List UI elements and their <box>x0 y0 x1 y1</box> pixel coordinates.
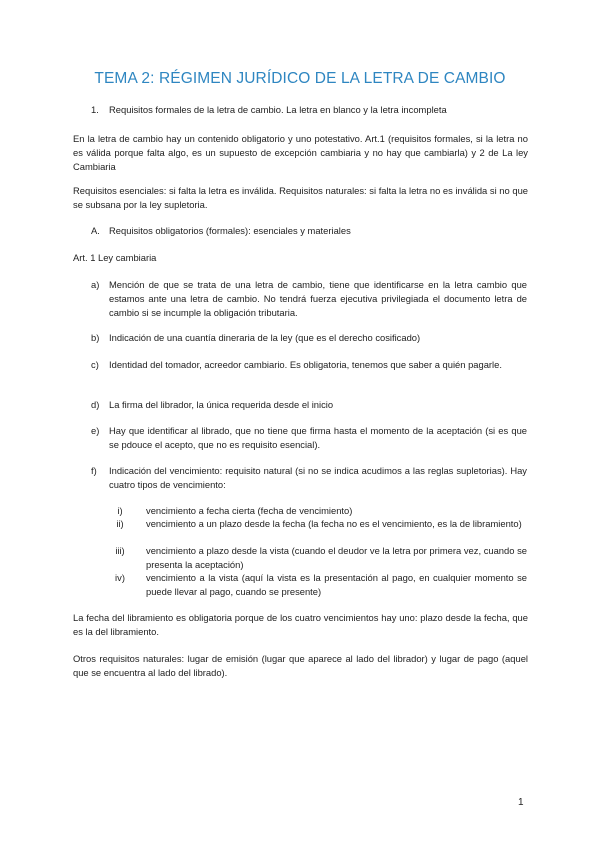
subitem-label-i: i) <box>117 505 123 516</box>
page-title: TEMA 2: RÉGIMEN JURÍDICO DE LA LETRA DE CAMBIO <box>94 70 506 87</box>
page-number: 1 <box>518 797 524 808</box>
item-text-e: Hay que identificar al librado, que no tiene que firma hasta el momento de la aceptación (si es que se pdouce el acepto, que no es requisito esencial). <box>109 425 527 450</box>
subitem-label-ii: ii) <box>116 518 124 529</box>
otros-requisitos-paragraph: Otros requisitos naturales: lugar de emisión (lugar que aparece al lado del librador) y lugar de pago (aquel que se encuentra al lado del librado). <box>73 653 528 678</box>
item-text-b: Indicación de una cuantía dineraria de la ley (que es el derecho cosificado) <box>109 332 421 343</box>
subitem-label-iv: iv) <box>115 572 125 583</box>
item-label-d: d) <box>91 399 100 410</box>
section-a-label: A. <box>91 225 100 236</box>
section-a-heading: Requisitos obligatorios (formales): esenciales y materiales <box>109 225 351 236</box>
item-label-c: c) <box>91 359 99 370</box>
fecha-paragraph: La fecha del libramiento es obligatoria porque de los cuatro vencimientos hay uno: plazo desde la fecha, que es la del libramiento. <box>73 612 528 637</box>
subitem-text-ii: vencimiento a un plazo desde la fecha (la fecha no es el vencimiento, es la de libramiento) <box>146 518 522 529</box>
item-label-b: b) <box>91 332 100 343</box>
section-1-heading: Requisitos formales de la letra de cambio. La letra en blanco y la letra incompleta <box>109 104 447 115</box>
item-text-d: La firma del librador, la única requerida desde el inicio <box>109 399 334 410</box>
item-text-c: Identidad del tomador, acreedor cambiario. Es obligatoria, tenemos que saber a quién pagarle. <box>109 359 502 370</box>
item-text-a: Mención de que se trata de una letra de cambio, tiene que identificarse en la letra cambio que estamos ante una letra de cambio. No tendrá fuerza ejecutiva privilegiada el documento letra de cambio si se incumple la obligación tributaria. <box>109 279 527 318</box>
requisitos-paragraph: Requisitos esenciales: si falta la letra es inválida. Requisitos naturales: si falta la letra no es inválida si no que se subsana por la ley supletoria. <box>73 185 528 210</box>
intro-paragraph: En la letra de cambio hay un contenido obligatorio y uno potestativo. Art.1 (requisitos formales, si la letra no es válida porque falta algo, es un supuesto de excepción cambiaria y no hay que cambiarla) y 2 de La ley Cambiaria <box>73 133 528 172</box>
subitem-text-i: vencimiento a fecha cierta (fecha de vencimiento) <box>146 505 353 516</box>
subitem-text-iv: vencimiento a la vista (aquí la vista es la presentación al pago, en cualquier momento se puede llevar al pago, cuando se presente) <box>146 572 527 597</box>
subitem-text-iii: vencimiento a plazo desde la vista (cuando el deudor ve la letra por primera vez, cuando se presenta la aceptación) <box>146 545 527 570</box>
item-label-e: e) <box>91 425 100 436</box>
section-1-number: 1. <box>91 104 99 115</box>
item-label-f: f) <box>91 465 97 476</box>
item-label-a: a) <box>91 279 100 290</box>
item-text-f: Indicación del vencimiento: requisito natural (si no se indica acudimos a las reglas supletorias). Hay cuatro tipos de vencimiento: <box>109 465 527 490</box>
subitem-label-iii: iii) <box>115 545 125 556</box>
art-1-heading: Art. 1 Ley cambiaria <box>73 252 157 263</box>
